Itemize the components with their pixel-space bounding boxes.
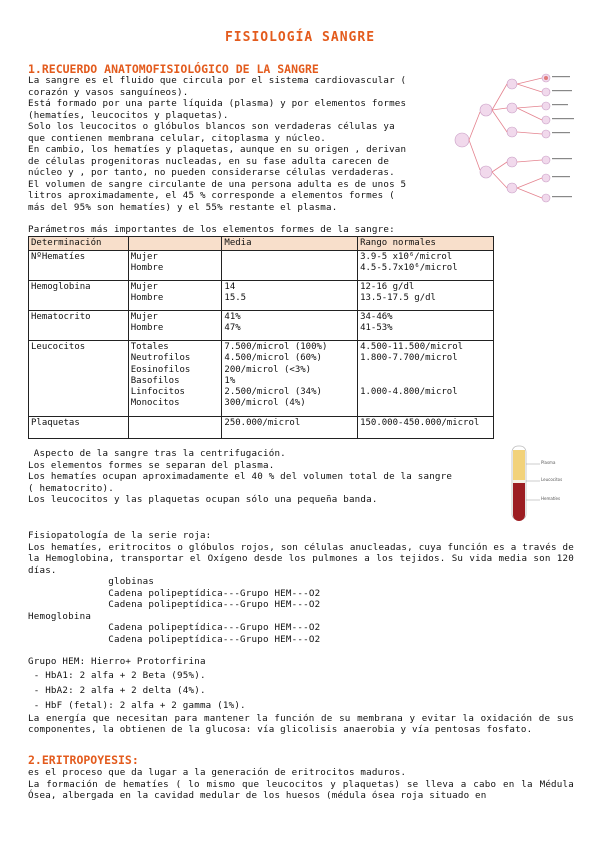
row-name: Leucocitos [29,341,129,417]
text-line: Aspecto de la sangre tras la centrifugación. [28,448,286,459]
row-rango: 150.000-450.000/microl [358,417,494,439]
tube-label-leucocitos: Leucocitos [541,477,563,482]
row-sub: Totales Neutrofilos Eosinofilos Basofilos Linfocitos Monocitos [128,341,222,417]
page-title: FISIOLOGÍA SANGRE [224,30,376,45]
centrifuge-tube-figure [490,440,570,524]
text-line: El volumen de sangre circulante de una persona adulta es de unos 5 [28,178,407,190]
text-line: que contienen membrana celular, citoplasma y núcleo. [28,132,327,144]
text-line: Solo los leucocitos o glóbulos blancos son verdaderas células ya [28,121,395,132]
table-row [29,341,494,417]
text-line: Los leucocitos y las plaquetas ocupan sólo una pequeña banda. [28,494,378,505]
text-line: (hematíes, leucocitos y plaquetas). [28,109,229,121]
hb-type: - HbF (fetal): 2 alfa + 2 gamma (1%). [28,699,246,711]
text-line: corazón y vasos sanguíneos). [28,86,189,98]
text-line: es el proceso que da lugar a la generación de eritrocitos maduros. [28,767,407,778]
row-rango: 34-46% 41-53% [358,311,494,341]
row-rango: 3.9-5 x10⁶/microl 4.5-5.7x10⁶/microl [358,251,494,281]
text-line: En cambio, los hematíes y plaquetas, aunque en su origen , derivan [28,144,407,155]
row-media: 7.500/microl (100%) 4.500/microl (60%) 200/microl (<3%) 1% 2.500/microl (34%) 300/microl (4%) [222,341,358,417]
paragraph: La formación de hematíes ( lo mismo que leucocitos y plaquetas) se lleva a cabo en la Médula Ósea, albergada en la cavidad medular de los huesos (médula ósea roja situado en [28,778,574,801]
hb-type: - HbA2: 2 alfa + 2 delta (4%). [28,684,206,696]
hb-type: - HbA1: 2 alfa + 2 Beta (95%). [28,669,206,681]
row-name: Hematocrito [29,311,129,341]
row-media: 14 15.5 [222,281,358,311]
row-sub [128,417,222,439]
section2-heading: 2.ERITROPOYESIS: [28,753,139,767]
text-line: litros aproximadamente, el 45 % corresponde a elementos formes ( [28,190,395,201]
row-name: NºHematíes [29,251,129,281]
section1-body [28,75,438,213]
text-line: Cadena polipeptídica---Grupo HEM---O2 [28,599,321,610]
text-line: Los elementos formes se separan del plasma. [28,459,275,471]
row-rango: 4.500-11.500/microl 1.800-7.700/microl 1.000-4.800/microl [358,341,494,417]
text-line: más del 95% son hematíes) y el 55% restante el plasma. [28,201,338,213]
centrifuge-text [28,448,488,506]
row-sub: Mujer Hombre [128,251,222,281]
table-row [29,251,494,281]
text-line: Está formado por una parte líquida (plasma) y por elementos formes [28,98,407,109]
table-caption: Parámetros más importantes de los elementos formes de la sangre: [28,224,395,235]
row-media: 41% 47% [222,311,358,341]
paragraph: Los hematíes, eritrocitos o glóbulos rojos, son células anucleadas, cuya función es a través de la Hemoglobina, transportar el Oxígeno desde los pulmones a los tejidos. Su vida media son 120 días. [28,541,574,576]
table-header-row [29,237,494,251]
text-line: de células progenitoras nucleadas, en su fase adulta carecen de [28,155,390,167]
text-line: núcleo y , por tanto, no pueden considerarse células verdaderas. [28,167,395,178]
parameters-table [28,236,494,439]
text-line: Cadena polipeptídica---Grupo HEM---O2 [28,622,321,633]
column-header: Media [222,237,358,251]
text-line: ( hematocrito). [28,482,114,494]
paragraph: La energía que necesitan para mantener la función de su membrana y evitar la oxidación de sus componentes, la obtienen de la glucosa: vía glicolisis anaerobia y vía pentosas fosfato. [28,712,574,735]
text-line: Cadena polipeptídica---Grupo HEM---O2 [28,633,321,645]
text-line: Grupo HEM: Hierro+ Protorfirina [28,656,206,667]
column-header: Determinación [29,237,129,251]
table-row [29,311,494,341]
text-line: Cadena polipeptídica---Grupo HEM---O2 [28,587,321,599]
row-media: 250.000/microl [222,417,358,439]
text-line: Hemoglobina [28,610,92,622]
column-header: Rango normales [358,237,494,251]
row-media [222,251,358,281]
fisiopatologia-section [28,530,574,736]
hematopoiesis-diagram [446,70,580,212]
text-line: La sangre es el fluido que circula por el sistema cardiovascular ( [28,75,407,86]
table-row [29,417,494,439]
section2-body [28,767,574,802]
section1-heading: 1.RECUERDO ANATOMOFISIOLÓGICO DE LA SANGRE [28,62,319,76]
row-sub: Mujer Hombre [128,281,222,311]
row-sub: Mujer Hombre [128,311,222,341]
column-header [128,237,222,251]
row-rango: 12-16 g/dl 13.5-17.5 g/dl [358,281,494,311]
tube-label-plasma: Plasma [541,460,556,465]
row-name: Plaquetas [29,417,129,439]
tube-label-hematies: Hematíes [541,496,561,501]
text-line: globinas [28,576,155,587]
blood-tube-icon [490,440,570,524]
subsection-heading: Fisiopatología de la serie roja: [28,530,212,541]
text-line: Los hematíes ocupan aproximadamente el 40 % del volumen total de la sangre [28,471,453,482]
row-name: Hemoglobina [29,281,129,311]
table-row [29,281,494,311]
